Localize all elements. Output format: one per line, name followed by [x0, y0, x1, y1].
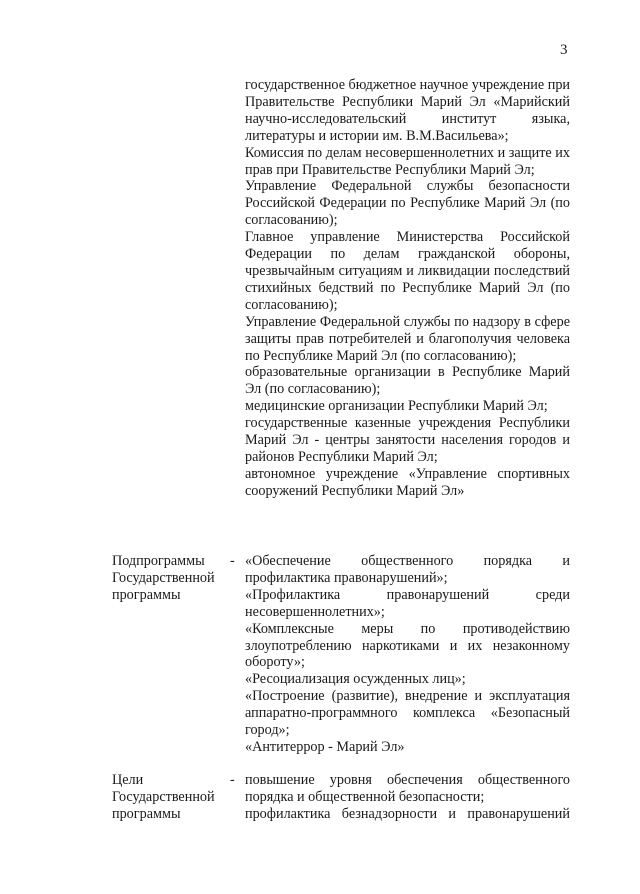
subprogram-item: «Обеспечение общественного порядка и профилактика правонарушений»;	[245, 553, 570, 586]
executor-item: Управление Федеральной службы безопасности Российской Федерации по Республике Марий Эл (по согласованию);	[245, 178, 570, 229]
subprograms-list	[245, 553, 570, 756]
executor-item: Комиссия по делам несовершеннолетних и защите их прав при Правительстве Республики Марий Эл;	[245, 144, 570, 178]
goal-item: профилактика безнадзорности и правонарушений	[245, 805, 570, 822]
subprogram-item: «Ресоциализация осужденных лиц»;	[245, 671, 466, 688]
executors-list	[245, 77, 570, 500]
subprogram-item: «Комплексные меры по противодействию злоупотреблению наркотиками и их незаконному обороту»;	[245, 620, 570, 671]
goals-label	[112, 772, 242, 823]
subprograms-label-line: программы	[112, 586, 181, 603]
subprograms-label-line: Государственной	[112, 569, 215, 586]
executor-item: Главное управление Министерства Российской Федерации по делам гражданской обороны, чрезвычайным ситуациям и ликвидации последствий стихийных бедствий по Республике Марий Эл (по согласованию);	[245, 229, 570, 313]
page-number: 3	[560, 42, 568, 58]
goals-label-line: программы	[112, 805, 181, 822]
subprogram-item: «Антитеррор - Марий Эл»	[245, 738, 405, 755]
goals-label-line: Цели	[112, 772, 144, 788]
executor-item: Управление Федеральной службы по надзору в сфере защиты прав потребителей и благополучия человека по Республике Марий Эл (по согласованию);	[245, 313, 570, 364]
goals-list	[245, 772, 570, 823]
goals-label-line: Государственной	[112, 788, 215, 805]
subprogram-item: «Профилактика правонарушений среди несовершеннолетних»;	[245, 586, 570, 620]
subprogram-item: «Построение (развитие), внедрение и эксплуатация аппаратно-программного комплекса «Безопасный город»;	[245, 688, 570, 739]
goal-item: повышение уровня обеспечения общественного порядка и общественной безопасности;	[245, 772, 570, 805]
goals-dash: -	[230, 772, 235, 788]
executor-item: медицинские организации Республики Марий Эл;	[245, 398, 548, 415]
executor-item: государственные казенные учреждения Республики Марий Эл - центры занятости населения городов и районов Республики Марий Эл;	[245, 415, 570, 465]
executor-item: образовательные организации в Республике Марий Эл (по согласованию);	[245, 364, 570, 398]
subprograms-label-line: Подпрограммы	[112, 553, 205, 569]
executor-item: автономное учреждение «Управление спортивных сооружений Республики Марий Эл»	[245, 465, 570, 499]
subprograms-dash: -	[230, 553, 235, 569]
executor-item: государственное бюджетное научное учреждение при Правительстве Республики Марий Эл «Марийский научно-исследовательский институт языка, литературы и истории им. В.М.Васильева»;	[245, 77, 571, 144]
subprograms-label	[112, 553, 242, 604]
